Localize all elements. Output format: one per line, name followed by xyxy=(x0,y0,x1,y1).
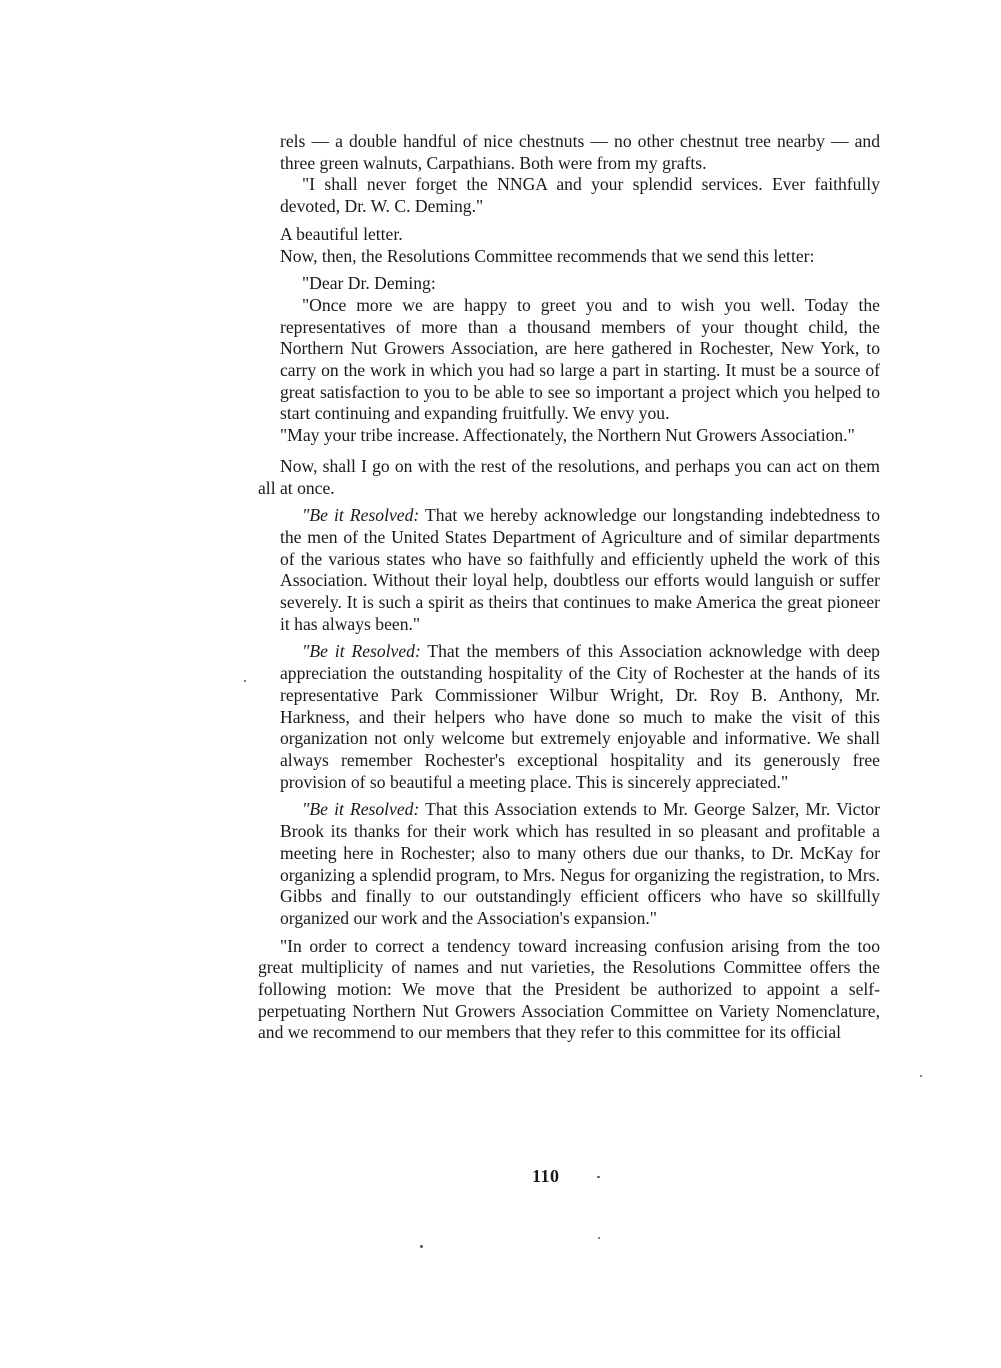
scan-speck xyxy=(598,1237,600,1239)
resolution-2-lead: "Be it Resolved: xyxy=(302,641,421,662)
scan-speck xyxy=(920,1075,922,1077)
resolution-2 xyxy=(258,641,880,793)
paragraph-remark: A beautiful letter. xyxy=(280,223,403,244)
page-number: 110 xyxy=(532,1166,560,1186)
letter-signoff: "May your tribe increase. Affectionately, the Northern Nut Growers Association." xyxy=(280,425,855,446)
scan-speck xyxy=(244,680,246,682)
scan-speck xyxy=(420,1245,423,1248)
scan-speck xyxy=(597,1176,600,1178)
resolution-1-lead: "Be it Resolved: xyxy=(302,505,420,526)
letter-body: "Once more we are happy to greet you and to wish you well. Today the representatives of more than a thousand members of your thought child, the Northern Nut Growers Association, are here gathered in Rochester, New York, to carry on the work in which you had so large a part in starting. It must be a source of great satisfaction to you to be able to see so important a project which you helped to start continuing and expanding fruitfully. We envy you. xyxy=(280,294,880,424)
resolution-3 xyxy=(258,799,880,929)
resolution-1 xyxy=(258,505,880,635)
document-page xyxy=(258,131,880,1044)
letter-salutation: "Dear Dr. Deming: xyxy=(302,273,436,294)
resolution-3-lead: "Be it Resolved: xyxy=(302,799,420,820)
paragraph-committee-intro: Now, then, the Resolutions Committee recommends that we send this letter: xyxy=(280,245,815,266)
resolution-2-text: That the members of this Association acknowledge with deep appreciation the outstanding hospitality of the City of Rochester at the hands of its representative Park Commissioner Wilbur Wright, Dr. Roy B. Anthony, Mr. Harkness, and their helpers who have done so much to make the visit of this organization not only welcome but extremely enjoyable and informative. We shall always remember Rochester's exceptional hospitality and its generously free provision of so beautiful a meeting place. This is sincerely appreciated." xyxy=(280,641,880,792)
paragraph-nomenclature-motion: "In order to correct a tendency toward increasing confusion arising from the too great multiplicity of names and nut varieties, the Resolutions Committee offers the following motion: We move that the President be authorized to appoint a self-perpetuating Northern Nut Growers Association Committee on Variety Nomenclature, and we recommend to our members that they refer to this committee for its official xyxy=(258,935,880,1043)
paragraph-letter-closing: "I shall never forget the NNGA and your splendid services. Ever faithfully devoted, Dr. W. C. Deming." xyxy=(280,174,880,217)
resolution-1-text: That we hereby acknowledge our longstanding indebtedness to the men of the United States Department of Agriculture and of similar departments of the various states who have so faithfully and efficiently upheld the work of this Association. Without their loyal help, doubtless our efforts would languish or suffer severely. It is such a spirit as theirs that continues to make America the great pioneer it has always been." xyxy=(280,505,880,634)
paragraph-transition: Now, shall I go on with the rest of the resolutions, and perhaps you can act on them all at once. xyxy=(258,455,880,498)
resolution-3-text: That this Association extends to Mr. George Salzer, Mr. Victor Brook its thanks for their work which has resulted in so pleasant and profitable a meeting here in Rochester; also to many others due our thanks, to Dr. McKay for organizing a splendid program, to Mrs. Negus for organizing the registration, to Mrs. Gibbs and finally to our outstandingly efficient officers who have so skillfully organized our work and the Association's expansion." xyxy=(280,799,880,928)
paragraph-continuation: rels — a double handful of nice chestnuts — no other chestnut tree nearby — and three green walnuts, Carpathians. Both were from my grafts. xyxy=(280,131,880,173)
